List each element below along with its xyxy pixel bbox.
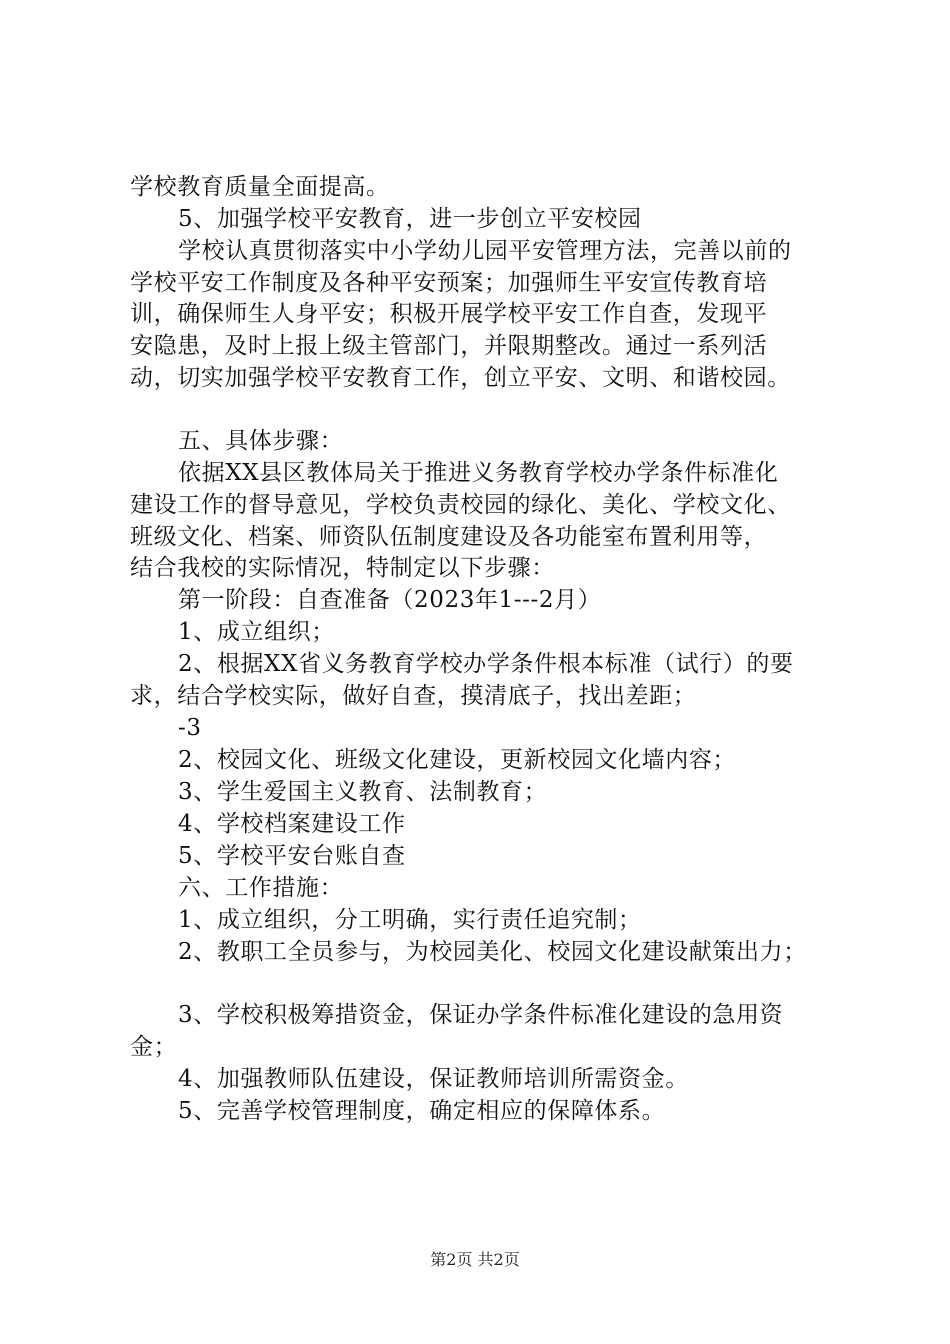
paragraph-line: 求，结合学校实际，做好自查，摸清底子，找出差距；	[130, 683, 697, 709]
paragraph-line: 学校平安工作制度及各种平安预案；加强师生平安宣传教育培	[130, 270, 768, 296]
fragment-line: -3	[178, 715, 202, 741]
list-item: 3、学生爱国主义教育、法制教育；	[178, 779, 548, 805]
list-item: 4、学校档案建设工作	[178, 811, 406, 837]
list-item: 2、校园文化、班级文化建设，更新校园文化墙内容；	[178, 747, 737, 773]
list-item: 2、教职工全员参与，为校园美化、校园文化建设献策出力；	[178, 939, 807, 965]
paragraph-line: 建设工作的督导意见，学校负责校园的绿化、美化、学校文化、	[130, 492, 791, 518]
stage-heading: 第一阶段：自查准备（2023年1---2月）	[178, 587, 602, 613]
paragraph-line: 学校教育质量全面提高。	[130, 174, 390, 200]
list-item: 3、学校积极筹措资金，保证办学条件标准化建设的急用资	[178, 1002, 784, 1028]
section-heading-safety: 5、加强学校平安教育，进一步创立平安校园	[178, 206, 642, 232]
list-item: 2、根据XX省义务教育学校办学条件根本标准（试行）的要	[178, 651, 794, 677]
list-item: 5、学校平安台账自查	[178, 843, 406, 869]
list-item: 4、加强教师队伍建设，保证教师培训所需资金。	[178, 1066, 689, 1092]
paragraph-line: 安隐患，及时上报上级主管部门，并限期整改。通过一系列活	[130, 333, 768, 359]
paragraph-line: 金；	[130, 1034, 178, 1060]
paragraph-line: 依据XX县区教体局关于推进义务教育学校办学条件标准化	[178, 460, 779, 486]
list-item: 1、成立组织，分工明确，实行责任追究制；	[178, 907, 642, 933]
list-item: 5、完善学校管理制度，确定相应的保障体系。	[178, 1098, 666, 1124]
section-heading-measures: 六、工作措施：	[178, 875, 344, 901]
paragraph-line: 结合我校的实际情况，特制定以下步骤：	[130, 555, 555, 581]
paragraph-line: 动，切实加强学校平安教育工作，创立平安、文明、和谐校园。	[130, 365, 791, 391]
paragraph-line: 训，确保师生人身平安；积极开展学校平安工作自查，发现平	[130, 301, 768, 327]
paragraph-line: 班级文化、档案、师资队伍制度建设及各功能室布置利用等，	[130, 524, 768, 550]
paragraph-line: 学校认真贯彻落实中小学幼儿园平安管理方法，完善以前的	[178, 238, 792, 264]
section-heading-steps: 五、具体步骤：	[178, 428, 344, 454]
list-item: 1、成立组织；	[178, 619, 335, 645]
page-footer: 第2页 共2页	[430, 1250, 520, 1269]
